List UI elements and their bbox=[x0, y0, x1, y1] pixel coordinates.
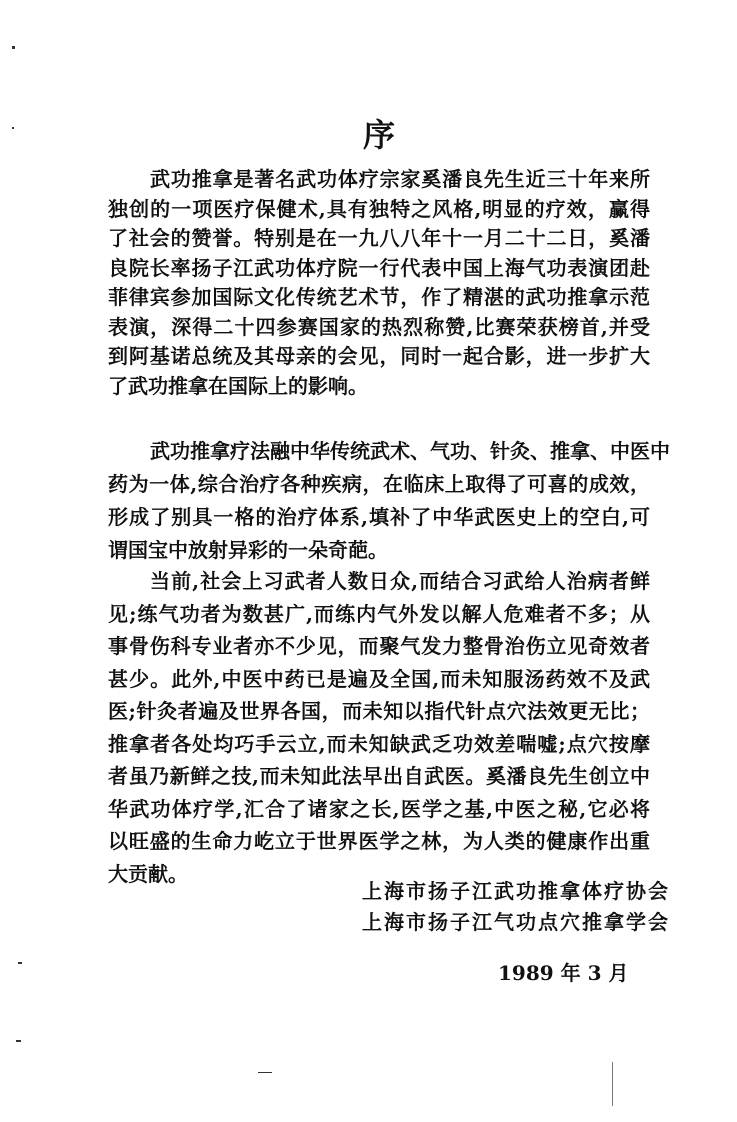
scan-speck bbox=[12, 46, 15, 49]
scan-speck bbox=[258, 1072, 272, 1073]
paragraph-2 bbox=[108, 435, 670, 567]
scan-speck bbox=[12, 127, 14, 129]
text-line: 形成了别具一格的治疗体系,填补了中华武医史上的空白,可 bbox=[108, 505, 650, 529]
text-line: 了社会的赞誉。特别是在一九八八年十一月二十二日，奚潘 bbox=[108, 226, 650, 250]
text-line: 甚少。此外,中医中药已是遍及全国,而未知服汤药效不及武 bbox=[108, 666, 650, 691]
text-line: 以旺盛的生命力屹立于世界医学之林，为人类的健康作出重 bbox=[108, 829, 650, 853]
text-line: 推拿者各处均巧手云立,而未知缺武乏功效差喘嘘;点穴按摩 bbox=[108, 731, 650, 756]
text-line: 者虽乃新鲜之技,而未知此法早出自武医。奚潘良先生创立中 bbox=[108, 764, 650, 788]
paragraph-1 bbox=[108, 165, 650, 401]
scan-speck bbox=[18, 962, 22, 964]
scan-speck bbox=[612, 1062, 613, 1106]
text-line: 大贡献。 bbox=[108, 861, 188, 886]
text-line: 表演，深得二十四参赛国家的热烈称赞,比赛荣获榜首,并受 bbox=[108, 314, 650, 339]
text-line: 武功推拿是著名武功体疗宗家奚潘良先生近三十年来所 bbox=[150, 167, 650, 191]
text-line: 菲律宾参加国际文化传统艺术节，作了精湛的武功推拿示范 bbox=[108, 285, 650, 309]
text-line: 独创的一项医疗保健术,具有独特之风格,明显的疗效，赢得 bbox=[108, 196, 650, 221]
text-line: 医;针灸者遍及世界各国，而未知以指代针点穴法效更无比； bbox=[108, 699, 650, 723]
text-line: 华武功体疗学,汇合了诸家之长,医学之基,中医之秘,它必将 bbox=[108, 796, 650, 821]
text-line: 良院长率扬子江武功体疗院一行代表中国上海气功表演团赴 bbox=[108, 255, 650, 280]
text-line: 武功推拿疗法融中华传统武术、气功、针灸、推拿、中医中 bbox=[150, 439, 670, 463]
signature-society: 上海市扬子江气功点穴推拿学会 bbox=[362, 910, 670, 934]
text-line: 见;练气功者为数甚广,而练内气外发以解人危难者不多；从 bbox=[108, 601, 650, 626]
paragraph-3 bbox=[108, 565, 650, 890]
text-line: 到阿基诺总统及其母亲的会见，同时一起合影，进一步扩大 bbox=[108, 344, 650, 368]
signature-association: 上海市扬子江武功推拿体疗协会 bbox=[362, 879, 670, 903]
text-line: 了武功推拿在国际上的影响。 bbox=[108, 373, 368, 398]
text-line: 药为一体,综合治疗各种疾病，在临床上取得了可喜的成效， bbox=[108, 472, 650, 496]
scan-speck bbox=[16, 1040, 21, 1042]
text-line: 当前,社会上习武者人数日众,而结合习武给人治病者鲜 bbox=[150, 569, 650, 593]
text-line: 事骨伤科专业者亦不少见，而聚气发力整骨治伤立见奇效者 bbox=[108, 634, 650, 658]
page-title: 序 bbox=[363, 116, 396, 154]
date: 1989 年 3 月 bbox=[498, 961, 629, 985]
text-line: 谓国宝中放射异彩的一朵奇葩。 bbox=[108, 538, 388, 562]
